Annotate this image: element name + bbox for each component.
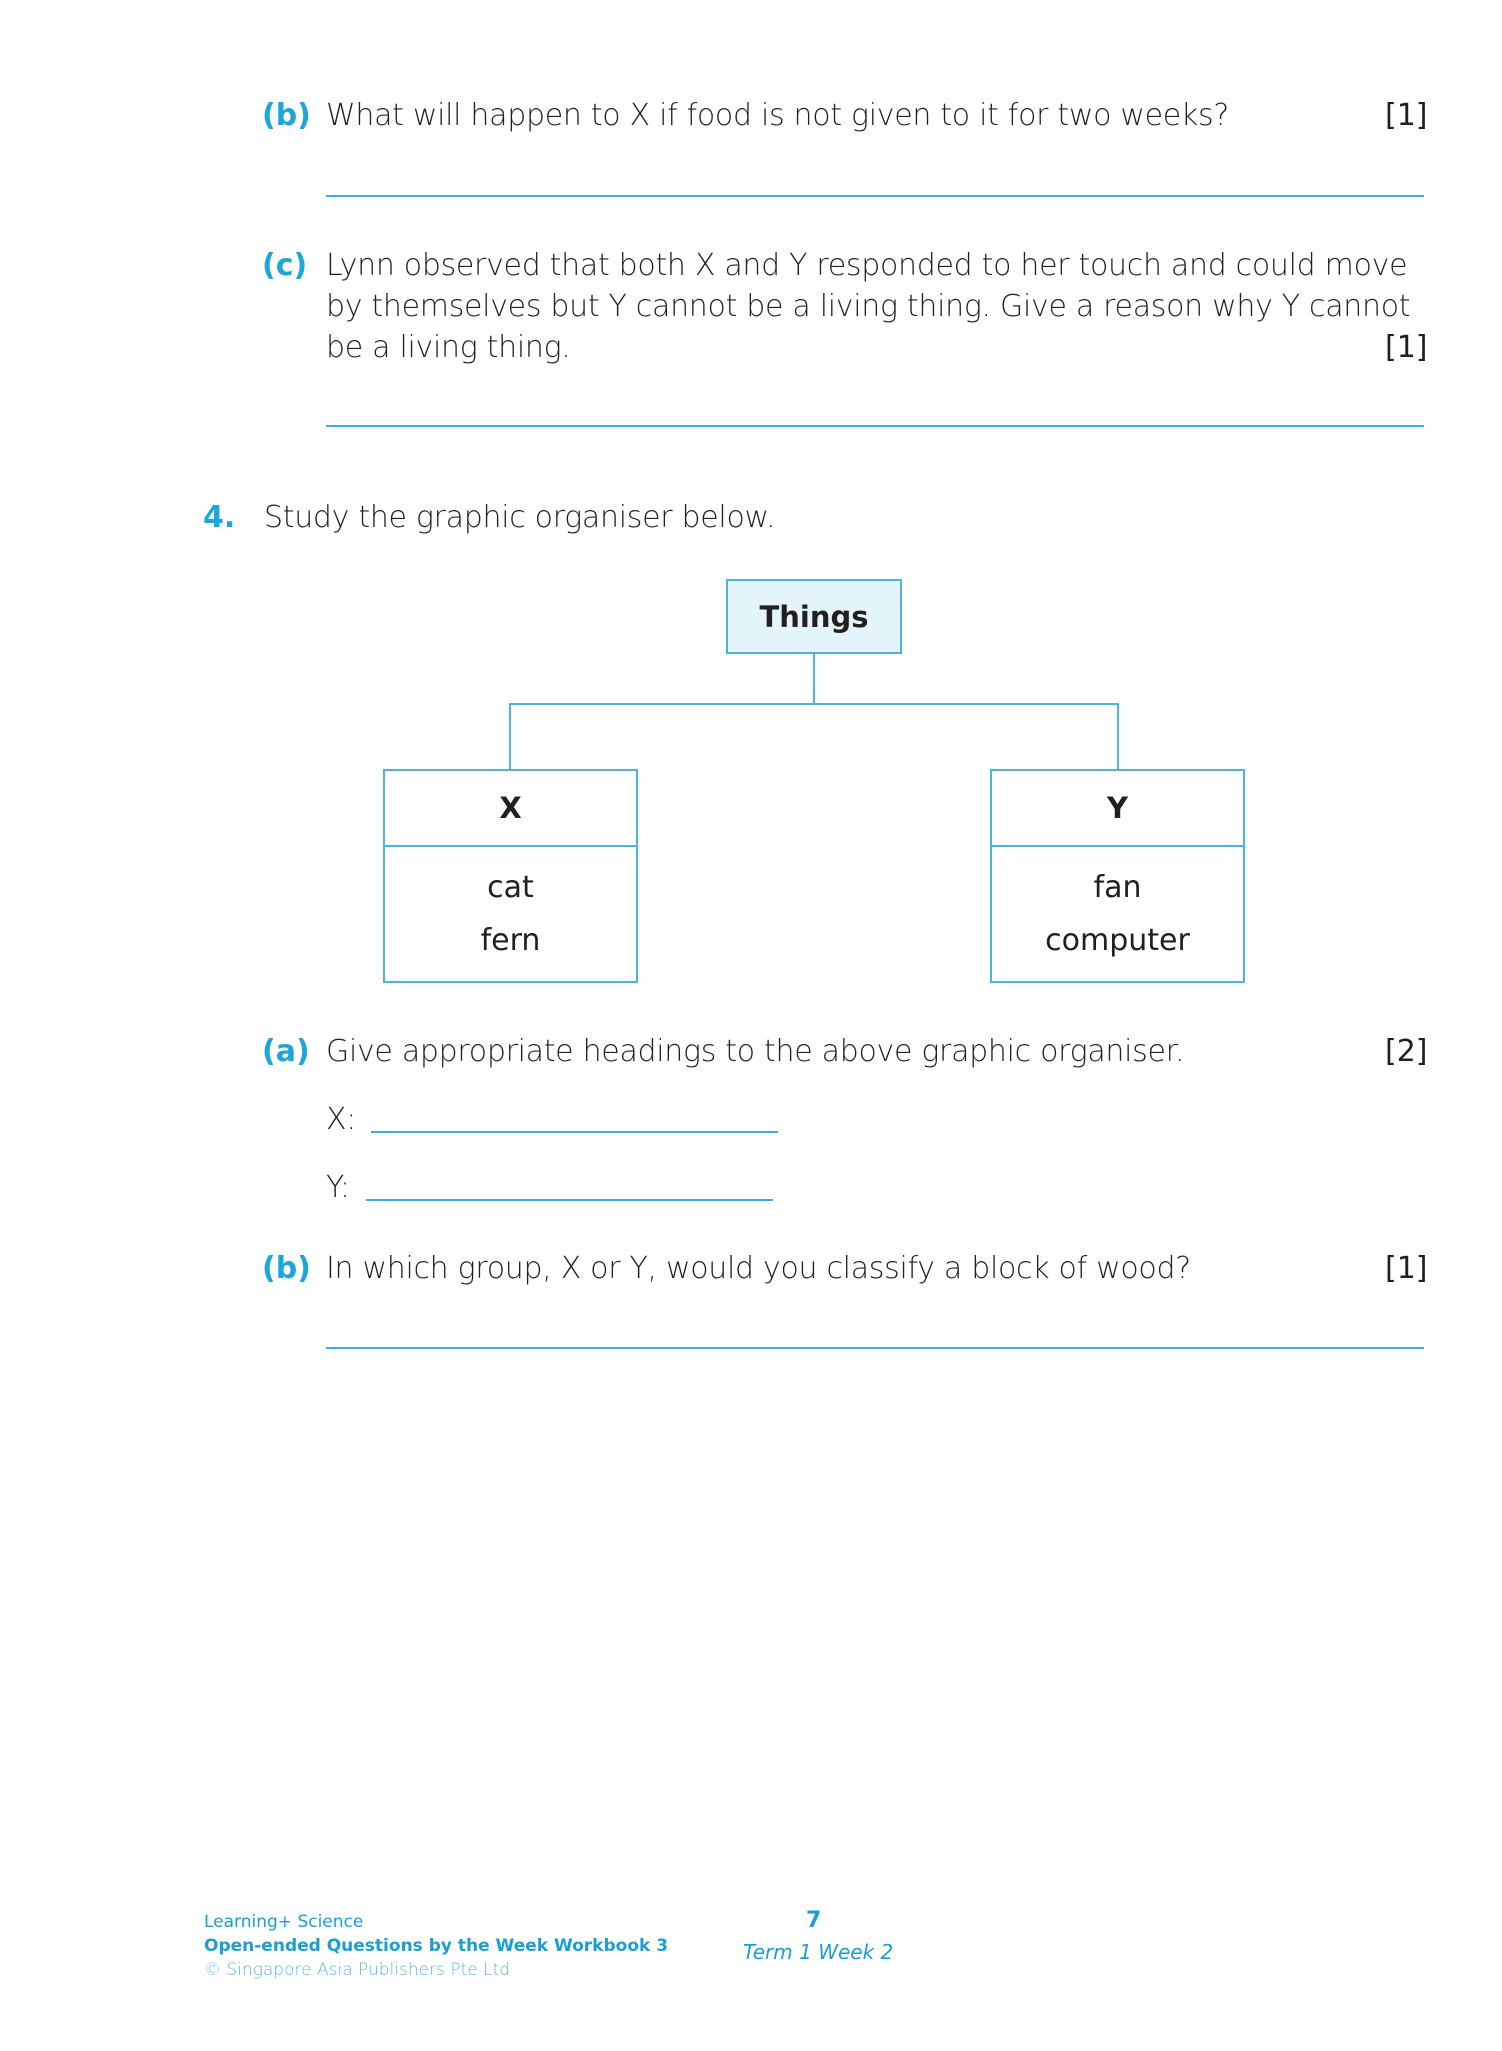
answer-y-label: Y: — [326, 1170, 350, 1205]
group-y-heading: Y — [992, 771, 1243, 847]
question-3c-marks: [1] — [1385, 330, 1428, 365]
question-4-intro: Study the graphic organiser below. — [264, 500, 776, 535]
question-3c-line-3: be a living thing. — [326, 330, 571, 365]
question-4b-label: (b) — [262, 1251, 311, 1286]
question-4a-label: (a) — [262, 1034, 310, 1069]
group-x-item: fern — [480, 923, 541, 958]
answer-line-x[interactable] — [371, 1131, 778, 1133]
connector-horizontal — [509, 703, 1119, 705]
answer-line-y[interactable] — [366, 1199, 773, 1201]
organiser-root-label: Things — [759, 599, 869, 634]
question-4b-marks: [1] — [1385, 1251, 1428, 1286]
footer-term-week: Term 1 Week 2 — [743, 1940, 894, 1964]
answer-line-4b[interactable] — [326, 1347, 1424, 1349]
group-x-heading: X — [385, 771, 636, 847]
question-4-number: 4. — [203, 500, 236, 535]
question-4a-marks: [2] — [1385, 1034, 1428, 1069]
answer-line-3b[interactable] — [326, 195, 1424, 197]
connector-vertical-x — [509, 703, 511, 770]
answer-x-label: X: — [326, 1102, 357, 1137]
question-3c-line-1: Lynn observed that both X and Y responded to her touch and could move — [326, 248, 1408, 283]
question-3b-marks: [1] — [1385, 98, 1428, 133]
question-4a-text: Give appropriate headings to the above graphic organiser. — [326, 1034, 1185, 1069]
connector-vertical-y — [1117, 703, 1119, 770]
connector-vertical-root — [813, 653, 815, 704]
question-4b-text: In which group, X or Y, would you classify a block of wood? — [326, 1251, 1191, 1286]
question-3b-label: (b) — [262, 98, 311, 133]
answer-line-3c[interactable] — [326, 425, 1424, 427]
question-3c-line-2: by themselves but Y cannot be a living thing. Give a reason why Y cannot — [326, 289, 1411, 324]
group-y-item: fan — [1093, 870, 1142, 905]
organiser-root-box — [726, 579, 902, 654]
question-3b-text: What will happen to X if food is not given to it for two weeks? — [326, 98, 1229, 133]
footer-series: Learning+ Science — [204, 1912, 364, 1932]
question-3c-label: (c) — [262, 248, 308, 283]
page-number: 7 — [806, 1908, 822, 1933]
footer-copyright: © Singapore Asia Publishers Pte Ltd — [204, 1960, 511, 1980]
organiser-group-x — [383, 769, 638, 983]
group-y-item: computer — [1045, 923, 1190, 958]
organiser-group-y — [990, 769, 1245, 983]
footer-title: Open-ended Questions by the Week Workbook 3 — [204, 1936, 669, 1956]
group-x-item: cat — [487, 870, 534, 905]
